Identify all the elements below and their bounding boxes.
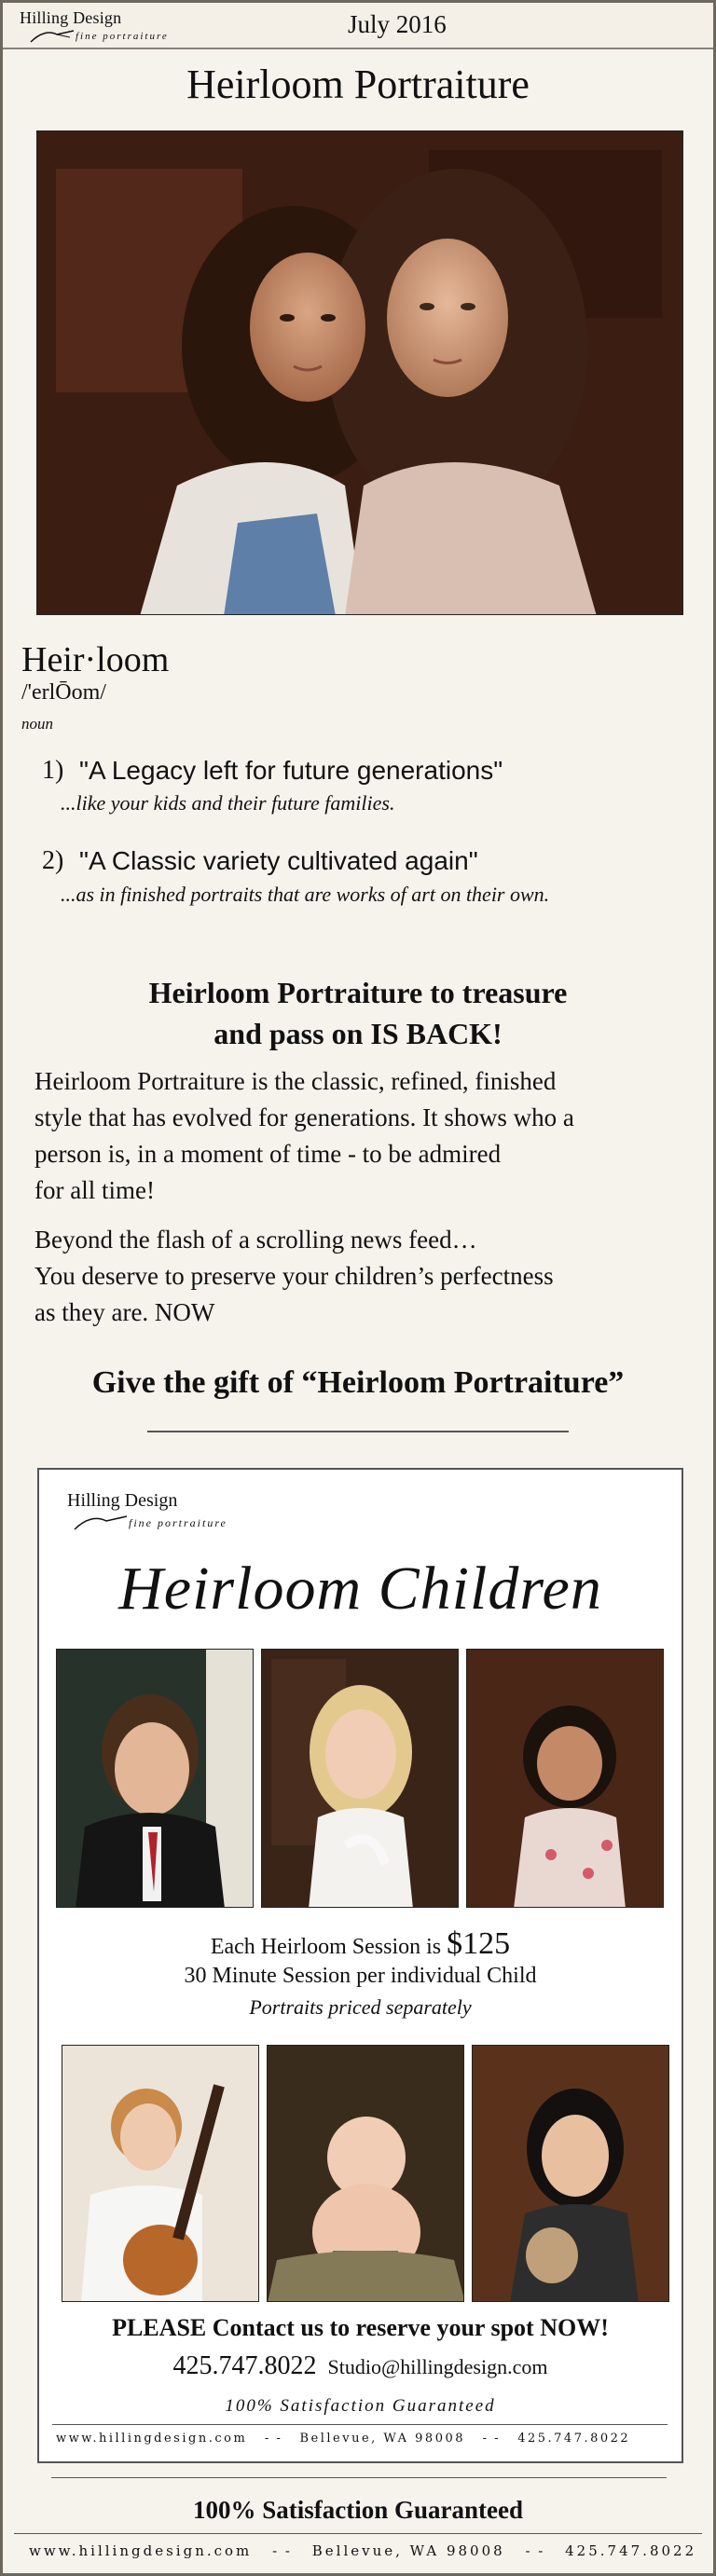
pen-flourish-icon — [73, 1513, 129, 1533]
second-paragraph — [34, 1222, 687, 1331]
card-guarantee: 100% Satisfaction Guaranteed — [225, 2396, 496, 2416]
footer-phone[interactable]: 425.747.8022 — [565, 2542, 697, 2559]
card-divider — [52, 2424, 668, 2425]
paragraph-line: style that has evolved for generations. It shows who a — [34, 1103, 574, 1132]
card-footer-phone[interactable]: 425.747.8022 — [517, 2432, 631, 2446]
definition-number-1: 1) — [42, 756, 64, 785]
footer-website[interactable]: www.hillingdesign.com — [29, 2542, 253, 2559]
footer-location: Bellevue, WA 98008 — [311, 2542, 505, 2559]
pen-flourish-icon — [29, 27, 76, 46]
definition-number-2: 2) — [42, 846, 64, 875]
paragraph-line: as they are. NOW — [34, 1298, 215, 1327]
card-brand-logo — [67, 1490, 244, 1528]
child-portrait-girl-photo — [261, 1649, 459, 1908]
gift-callout: Give the gift of “Heirloom Portraiture” — [91, 1365, 625, 1400]
headline-line-2: and pass on IS BACK! — [213, 1017, 503, 1050]
session-price: $125 — [447, 1926, 511, 1961]
contact-cta: PLEASE Contact us to reserve your spot NOW! — [112, 2314, 609, 2341]
bottom-divider — [51, 2477, 667, 2478]
session-duration: 30 Minute Session per individual Child — [184, 1964, 537, 1988]
hero-portrait-photo — [36, 130, 683, 615]
page-title: Heirloom Portraiture — [186, 62, 530, 107]
card-brand-name: Hilling Design — [67, 1490, 178, 1511]
definition-quote-2: "A Classic variety cultivated again" — [79, 846, 478, 875]
brand-tagline: fine portraiture — [76, 31, 169, 42]
part-of-speech: noun — [21, 715, 53, 733]
divider — [147, 1431, 569, 1432]
card-footer — [56, 2432, 671, 2446]
footer-separator: - - — [264, 2432, 282, 2446]
child-portrait-boy-photo — [56, 1649, 254, 1908]
footer-divider — [14, 2533, 702, 2534]
paragraph-line: for all time! — [34, 1176, 155, 1205]
paragraph-line: Heirloom Portraiture is the classic, refined, finished — [34, 1067, 557, 1095]
brand-logo[interactable] — [20, 8, 197, 46]
card-title: Heirloom Children — [118, 1555, 602, 1623]
header-bar — [3, 3, 713, 49]
bottom-guarantee: 100% Satisfaction Guaranteed — [193, 2496, 523, 2524]
footer-separator: - - — [482, 2432, 501, 2446]
intro-paragraph — [34, 1063, 687, 1210]
contact-email[interactable]: Studio@hillingdesign.com — [327, 2355, 548, 2378]
session-text: Each Heirloom Session is — [210, 1935, 442, 1959]
card-footer-website[interactable]: www.hillingdesign.com — [56, 2432, 248, 2446]
issue-date: July 2016 — [348, 10, 447, 38]
definition-quote-1: "A Legacy left for future generations" — [79, 756, 503, 785]
card-footer-location: Bellevue, WA 98008 — [299, 2432, 466, 2446]
brand-name: Hilling Design — [20, 8, 122, 27]
dictionary-word: Heir·loom — [21, 640, 170, 679]
footer-separator: - - — [272, 2542, 292, 2559]
child-portrait-teddy-photo — [472, 2045, 669, 2302]
footer-separator: - - — [525, 2542, 545, 2559]
baby-portrait-photo — [267, 2045, 464, 2302]
pronunciation: /'erlŌom/ — [21, 680, 106, 705]
card-brand-tagline: fine portraiture — [129, 1516, 227, 1529]
paragraph-line: person is, in a moment of time - to be admired — [34, 1140, 502, 1169]
definition-note-2: ...as in finished portraits that are works of art on their own. — [61, 883, 550, 906]
headline-line-1: Heirloom Portraiture to treasure — [148, 976, 568, 1009]
child-portrait-toddler-photo — [466, 1649, 664, 1908]
session-price-line — [39, 1926, 682, 1962]
definition-note-1: ...like your kids and their future families. — [61, 791, 395, 815]
promo-flyer — [37, 1468, 683, 2463]
contact-phone[interactable]: 425.747.8022 — [172, 2351, 317, 2380]
page-footer — [29, 2542, 700, 2559]
child-portrait-guitar-photo — [62, 2045, 259, 2302]
paragraph-line: You deserve to preserve your children’s perfectness — [34, 1262, 554, 1291]
pricing-note: Portraits priced separately — [249, 1995, 472, 2019]
contact-line — [39, 2351, 682, 2381]
paragraph-line: Beyond the flash of a scrolling news feed… — [34, 1226, 477, 1254]
